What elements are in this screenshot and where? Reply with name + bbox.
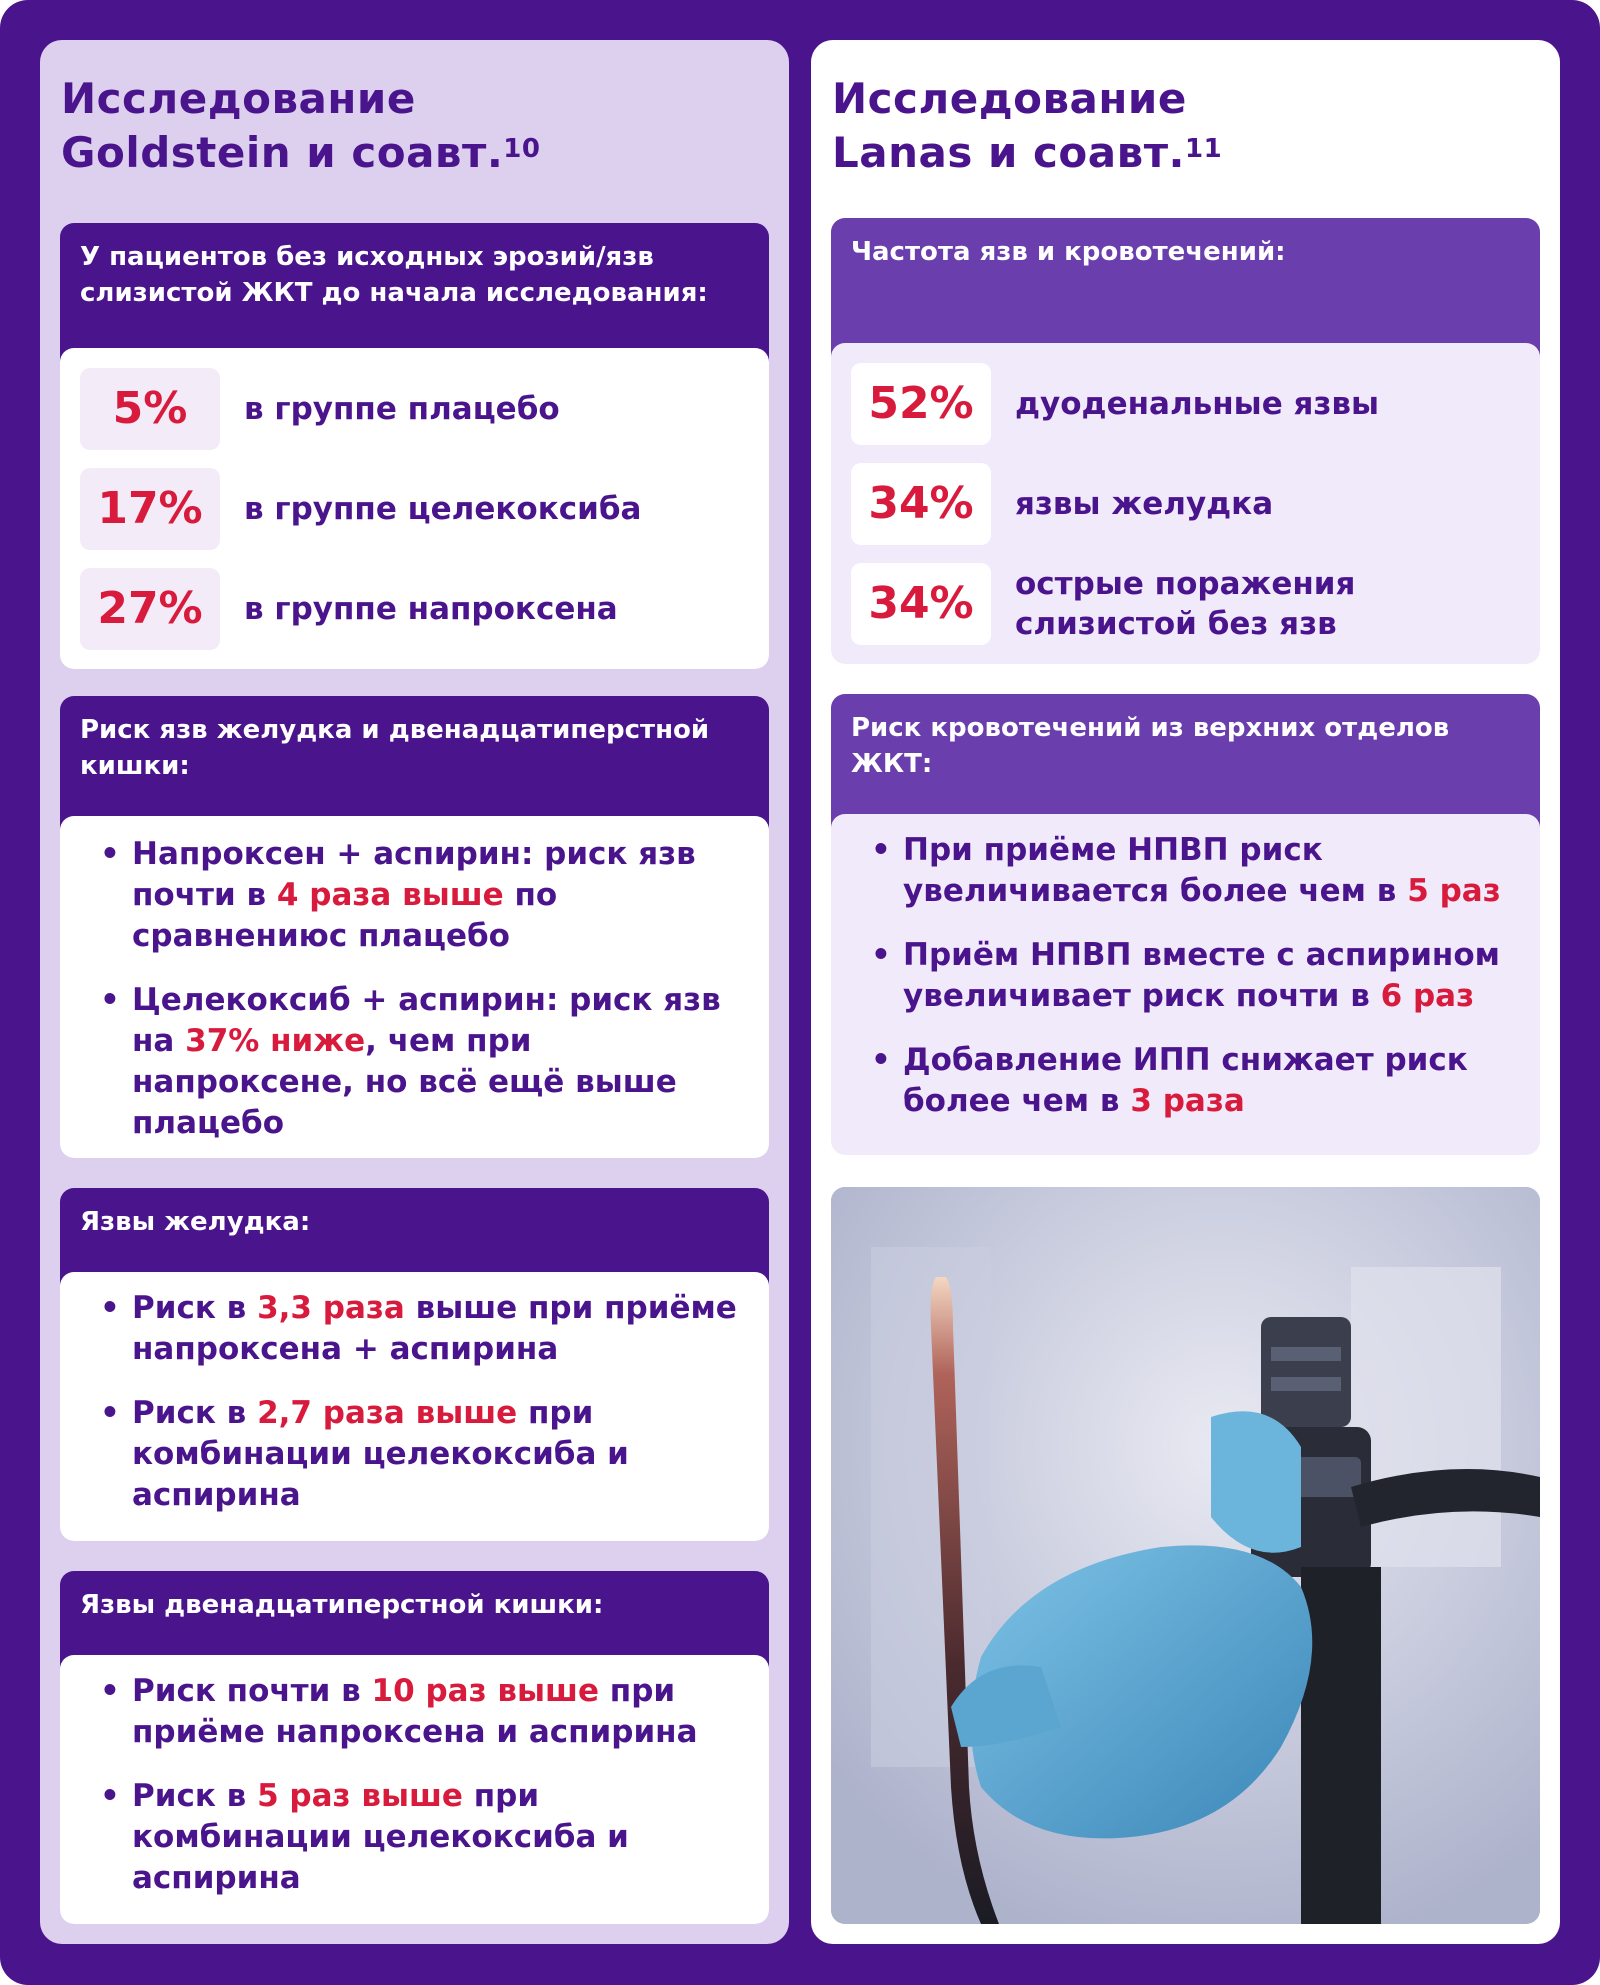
card-header: Частота язв и кровотечений: (831, 218, 1540, 368)
bullet-item: • Целекоксиб + аспирин: риск язв на 37% ниже, чем при напроксене, но всё ещё выше плацебо (100, 980, 753, 1144)
highlight-value: 6 раз (1380, 978, 1475, 1014)
bullet-item: • Напроксен + аспирин: риск язв почти в 4 раза выше по сравнениюс плацебо (100, 834, 753, 957)
stat-percent: 27% (80, 568, 220, 650)
bullet-list (100, 1288, 753, 1539)
bullet-item: • Риск почти в 10 раз выше при приёме напроксена и аспирина (100, 1671, 753, 1753)
stat-label: в группе плацебо (244, 391, 560, 427)
card-header: Риск язв желудка и двенадцатиперстной кишки: (60, 696, 769, 846)
stat-label: язвы желудка (1015, 486, 1274, 522)
title-line-2: Goldstein и соавт. (61, 128, 504, 177)
card-body (831, 814, 1540, 1155)
stat-label: в группе напроксена (244, 591, 618, 627)
bullet-item: • Риск в 5 раз выше при комбинации целекоксиба и аспирина (100, 1776, 753, 1899)
stat-row (851, 463, 1520, 545)
title-line-1: Исследование (61, 74, 416, 123)
reference-number: 11 (1185, 134, 1223, 164)
highlight-value: 5 раз выше (257, 1778, 463, 1814)
ulcer-bleeding-frequency-card (831, 218, 1540, 664)
ulcer-risk-card (60, 696, 769, 1158)
stat-row (80, 368, 749, 450)
stat-row (80, 568, 749, 650)
card-body (60, 1272, 769, 1541)
stomach-ulcers-card (60, 1188, 769, 1541)
goldstein-study-title (61, 72, 540, 180)
bullet-item: • Добавление ИПП снижает риск более чем в 3 раза (871, 1040, 1524, 1122)
reference-number: 10 (503, 134, 541, 164)
card-header: Риск кровотечений из верхних отделов ЖКТ: (831, 694, 1540, 844)
bullet-item: • Риск в 3,3 раза выше при приёме напроксена + аспирина (100, 1288, 753, 1370)
highlight-value: 3 раза (1130, 1083, 1245, 1119)
endoscope-photo (831, 1187, 1540, 1924)
lanas-study-title (832, 72, 1222, 180)
stat-row (851, 363, 1520, 445)
title-line-1: Исследование (832, 74, 1187, 123)
card-body (60, 816, 769, 1158)
highlight-value: 10 раз выше (371, 1673, 599, 1709)
highlight-value: 4 раза выше (276, 877, 504, 913)
bullet-item: • Приём НПВП вместе с аспирином увеличивает риск почти в 6 раз (871, 935, 1524, 1017)
stat-row (851, 563, 1520, 645)
stat-label: острые поражения слизистой без язв (1015, 566, 1356, 642)
bullet-item: • Риск в 2,7 раза выше при комбинации целекоксиба и аспирина (100, 1393, 753, 1516)
stat-percent: 17% (80, 468, 220, 550)
stat-percent: 34% (851, 463, 991, 545)
highlight-value: 3,3 раза (257, 1290, 405, 1326)
highlight-value: 5 раз (1407, 873, 1501, 909)
stat-percent: 34% (851, 563, 991, 645)
upper-gi-bleeding-risk-card (831, 694, 1540, 1155)
card-header: Язвы желудка: (60, 1188, 769, 1298)
endoscope-illustration (831, 1187, 1540, 1924)
card-header: У пациентов без исходных эрозий/язв слизистой ЖКТ до начала исследования: (60, 223, 769, 373)
title-line-2: Lanas и соавт. (832, 128, 1185, 177)
baseline-ulcers-card (60, 223, 769, 669)
lanas-study-panel (811, 40, 1560, 1944)
card-body (60, 1655, 769, 1924)
goldstein-study-panel (40, 40, 789, 1944)
stat-row (80, 468, 749, 550)
bullet-list (871, 830, 1524, 1145)
highlight-value: 2,7 раза выше (257, 1395, 518, 1431)
bullet-list (100, 1671, 753, 1922)
stat-percent: 52% (851, 363, 991, 445)
card-body (831, 343, 1540, 664)
bullet-list (100, 834, 753, 1158)
duodenal-ulcers-card (60, 1571, 769, 1924)
stat-label: в группе целекоксиба (244, 491, 642, 527)
bullet-item: • При приёме НПВП риск увеличивается более чем в 5 раз (871, 830, 1524, 912)
stat-label: дуоденальные язвы (1015, 386, 1380, 422)
stat-percent: 5% (80, 368, 220, 450)
card-body (60, 348, 769, 669)
card-header: Язвы двенадцатиперстной кишки: (60, 1571, 769, 1681)
highlight-value: 37% ниже (185, 1023, 366, 1059)
